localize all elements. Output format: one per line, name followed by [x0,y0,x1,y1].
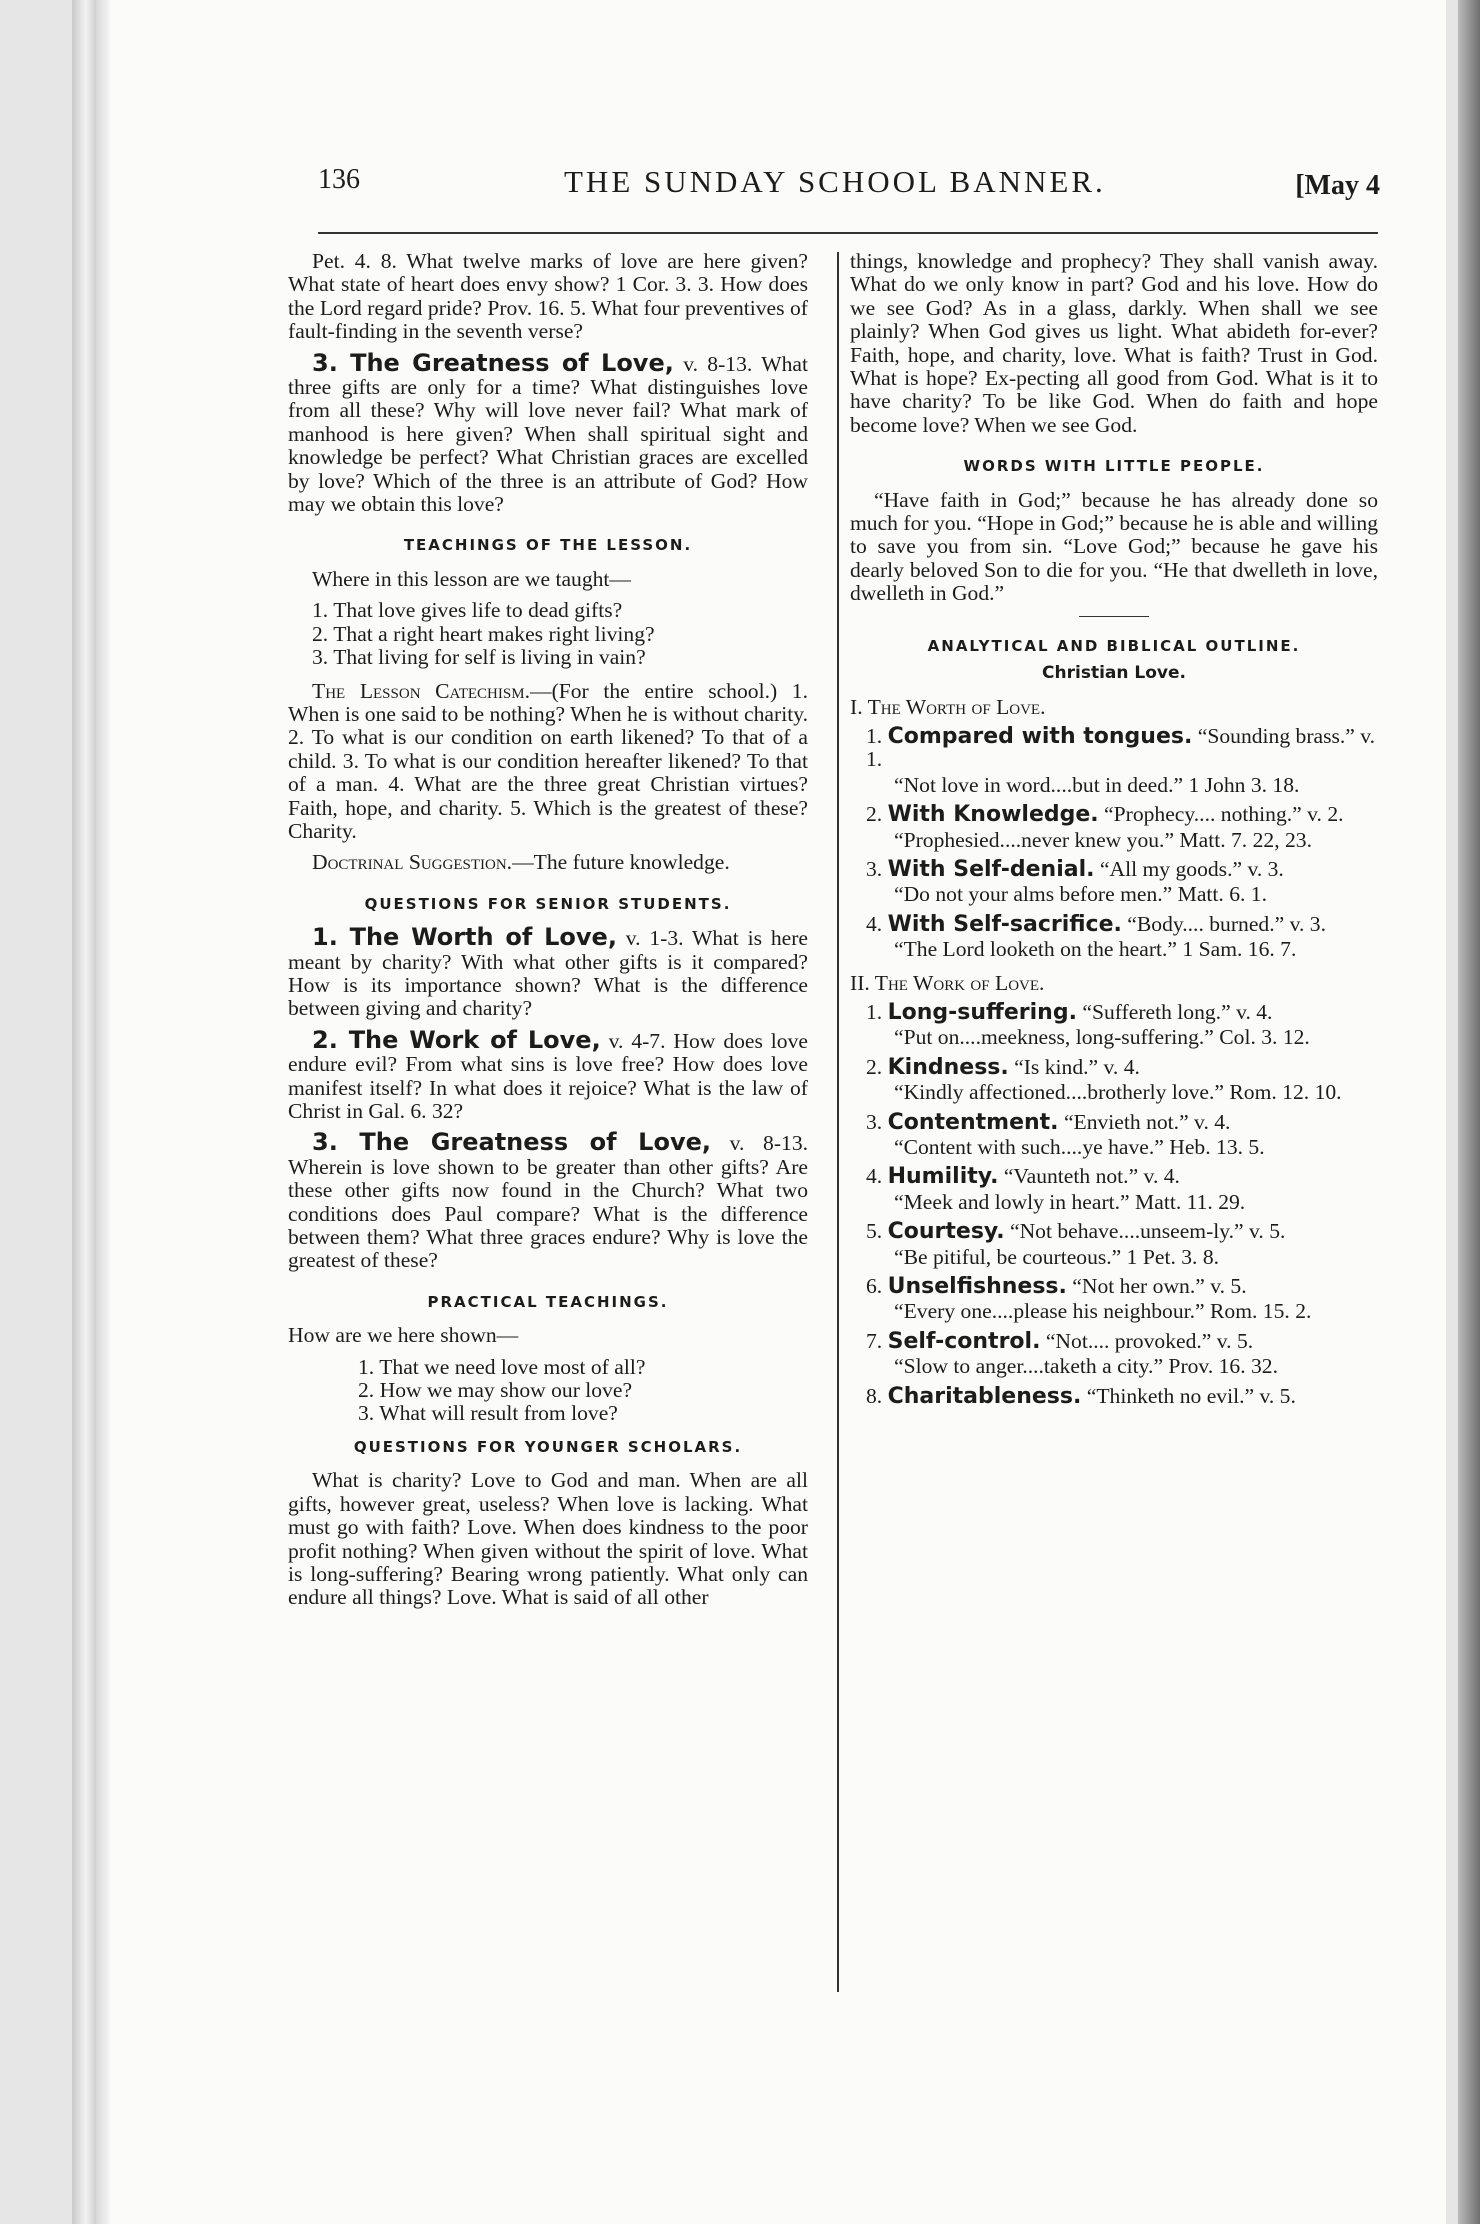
section-text: v. 4-7. How does love endure evil? From what sins is love free? How does love manifest itself? In what does it rejoice? What is the law of Christ in Gal. 6. 32? [288,1028,808,1123]
list-item: 3. What will result from love? [358,1401,618,1426]
page-number: 136 [318,164,360,195]
outline-item-heading: Contentment. [887,1109,1059,1135]
words-little-people-title: WORDS WITH LITTLE PEOPLE. [963,457,1265,476]
practical-list [288,1356,808,1426]
outline-reference: “Be pitiful, be courteous.” 1 Pet. 3. 8. [894,1244,1220,1269]
younger-scholars-text: What is charity? Love to God and man. When are all gifts, however great, useless? When love is lacking. What must go with faith? Love. When does kindness to the poor profit nothing? When given without the spirit of love. What is long-suffering? Bearing wrong patiently. What only can endure all things? Love. What is said of all other [288,1468,808,1610]
outline-item: 8. Charitableness. “Thinketh no evil.” v. 5. [866,1383,1296,1409]
list-item: 2. That a right heart makes right living? [312,621,655,646]
section-text: v. 8-13. What three gifts are only for a time? What distinguishes love from all these? Why will love never fail? What mark of manhood is here given? When shall spiritual sight and knowledge be perfect? What Christian graces are excelled by love? Which of the three is an attribute of God? How may we obtain this love? [288,351,808,517]
outline-item-heading: Charitableness. [887,1383,1082,1409]
outline-subtitle: Christian Love. [1042,663,1186,684]
outline-item: 7. Self-control. “Not.... provoked.” v. 5. “Slow to anger....taketh a city.” Prov. 16. 32. [850,1330,1378,1379]
outline-item: 3. Contentment. “Envieth not.” v. 4. “Content with such....ye have.” Heb. 13. 5. [850,1111,1378,1160]
running-title: THE SUNDAY SCHOOL BANNER. [564,164,1106,199]
outline-item-heading: With Knowledge. [887,802,1099,828]
list-item: 1. That love gives life to dead gifts? [312,598,623,623]
outline-item-heading: With Self-sacrifice. [887,911,1122,937]
outline-item: 5. Courtesy. “Not behave....unseem-ly.” v. 5. “Be pitiful, be courteous.” 1 Pet. 3. 8. [850,1220,1378,1269]
practical-intro: How are we here shown— [288,1323,519,1348]
column-divider [837,252,839,1992]
outline-item-heading: Self-control. [887,1328,1041,1354]
words-little-people-text: “Have faith in God;” because he has already done so much for you. “Hope in God;” because he is able and willing to save you from sin. “Love God;” because he gave his dearly beloved Son to die for you. “He that dwelleth in love, dwelleth in God.” [850,487,1378,606]
catechism-text: —(For the entire school.) 1. When is one said to be nothing? When he is without charity. 2. To what is our condition on earth likened? To that of a child. 3. To what is our condition hereafter likened? To that of a man. 4. What are the three great Christian virtues? Faith, hope, and charity. 5. Which is the greatest of these? Charity. [288,678,808,843]
teachings-intro: Where in this lesson are we taught— [312,566,632,591]
outline-item-heading: Compared with tongues. [887,723,1193,749]
outline-section-heading: I. The Worth of Love. [850,694,1046,719]
doctrinal-suggestion [288,851,808,874]
teachings-title: TEACHINGS OF THE LESSON. [403,536,693,555]
outline-item: 4. With Self-sacrifice. “Body.... burned.” v. 3. “The Lord looketh on the heart.” 1 Sam. 16. 7. [850,913,1378,962]
continued-paragraph: things, knowledge and prophecy? They shall vanish away. What do we only know in part? God and his love. How do we see God? As in a glass, darkly. When shall we see plainly? When God gives us light. What abideth for-ever? Faith, hope, and charity, love. What is faith? Trust in God. What is hope? Ex-pecting all good from God. What is it to have charity? To be like God. When do faith and hope become love? When we see God. [850,249,1378,437]
outline-reference: “Kindly affectioned....brotherly love.” Rom. 12. 10. [894,1080,1342,1105]
outline-item: 1. Long-suffering. “Suffereth long.” v. 4. “Put on....meekness, long-suffering.” Col. 3. 12. [850,1001,1378,1050]
doctrinal-label: Doctrinal Suggestion. [312,850,513,875]
outline-item: 2. With Knowledge. “Prophecy.... nothing.” v. 2. “Prophesied....never knew you.” Matt. 7. 22, 23. [850,803,1378,852]
left-column [288,250,808,1618]
outline-reference: “The Lord looketh on the heart.” 1 Sam. 16. 7. [894,937,1297,962]
section-text: v. 1-3. What is here meant by charity? With what other gifts is it compared? How is its importance shown? What is the difference between giving and charity? [288,926,808,1021]
younger-scholars-title: QUESTIONS FOR YOUNGER SCHOLARS. [353,1437,743,1456]
book-spine-shadow [1458,0,1480,2224]
senior-question [288,923,808,1021]
senior-question [288,1025,808,1124]
right-column [850,250,1378,1410]
outline-item: 6. Unselfishness. “Not her own.” v. 5. “Every one....please his neighbour.” Rom. 15. 2. [850,1275,1378,1324]
list-item: 3. That living for self is living in vain? [312,645,646,670]
outline-item: 4. Humility. “Vaunteth not.” v. 4. “Meek and lowly in heart.” Matt. 11. 29. [850,1165,1378,1214]
outline-reference: “Not love in word....but in deed.” 1 John 3. 18. [894,772,1300,797]
outline-reference: “Meek and lowly in heart.” Matt. 11. 29. [894,1189,1246,1214]
outline-item-heading: Courtesy. [887,1219,1005,1245]
outline-item-heading: With Self-denial. [887,856,1095,882]
outline-title: ANALYTICAL AND BIBLICAL OUTLINE. [927,636,1301,655]
catechism-label: The Lesson Catechism. [312,678,530,703]
issue-date: [May 4 [1295,170,1380,201]
header-rule [318,232,1378,234]
outline-item-heading: Long-suffering. [887,999,1077,1025]
greatness-question [288,348,808,517]
doctrinal-text: —The future knowledge. [512,850,730,875]
section-heading: 3. The Greatness of Love, [312,348,674,377]
outline-item-heading: Kindness. [887,1054,1009,1080]
section-heading: 1. The Worth of Love, [312,923,617,952]
outline-reference: “Put on....meekness, long-suffering.” Col. 3. 12. [894,1025,1310,1050]
intro-paragraph: Pet. 4. 8. What twelve marks of love are here given? What state of heart does envy show? 1 Cor. 3. 3. How does the Lord regard pride? Prov. 16. 5. What four preventives of fault-finding in the seventh verse? [288,249,808,344]
outline-reference: “Do not your alms before men.” Matt. 6. 1. [894,882,1267,907]
outline-reference: “Every one....please his neighbour.” Rom. 15. 2. [894,1299,1312,1324]
section-heading: 2. The Work of Love, [312,1025,601,1054]
teachings-list [288,599,808,669]
section-heading: 3. The Greatness of Love, [312,1128,711,1157]
list-item: 1. That we need love most of all? [358,1354,646,1379]
outline-item-heading: Unselfishness. [887,1274,1067,1300]
senior-students-title: QUESTIONS FOR SENIOR STUDENTS. [364,894,732,913]
outline-item-heading: Humility. [887,1164,999,1190]
outline-reference: “Content with such....ye have.” Heb. 13. 5. [894,1135,1265,1159]
section-text: v. 8-13. Wherein is love shown to be greater than other gifts? Are these other gifts now found in the Church? What two conditions does Paul compare? What is the difference between them? What three graces endure? Why is love the greatest of these? [288,1131,809,1273]
list-item: 2. How we may show our love? [358,1378,633,1403]
outline-item: 3. With Self-denial. “All my goods.” v. 3. “Do not your alms before men.” Matt. 6. 1. [850,858,1378,907]
senior-question [288,1128,809,1273]
section-divider [1079,616,1149,617]
outline-reference: “Prophesied....never knew you.” Matt. 7. 22, 23. [894,827,1312,852]
page-header [318,160,1378,220]
outline-item: 2. Kindness. “Is kind.” v. 4. “Kindly affectioned....brotherly love.” Rom. 12. 10. [850,1056,1378,1105]
outline-section-heading: II. The Work of Love. [850,970,1045,995]
lesson-catechism [288,680,808,844]
outline-item: 1. Compared with tongues. “Sounding brass.” v. 1. “Not love in word....but in deed.” 1 John 3. 18. [850,725,1378,797]
outline-reference: “Slow to anger....taketh a city.” Prov. 16. 32. [894,1354,1279,1379]
practical-teachings-title: PRACTICAL TEACHINGS. [427,1292,669,1311]
